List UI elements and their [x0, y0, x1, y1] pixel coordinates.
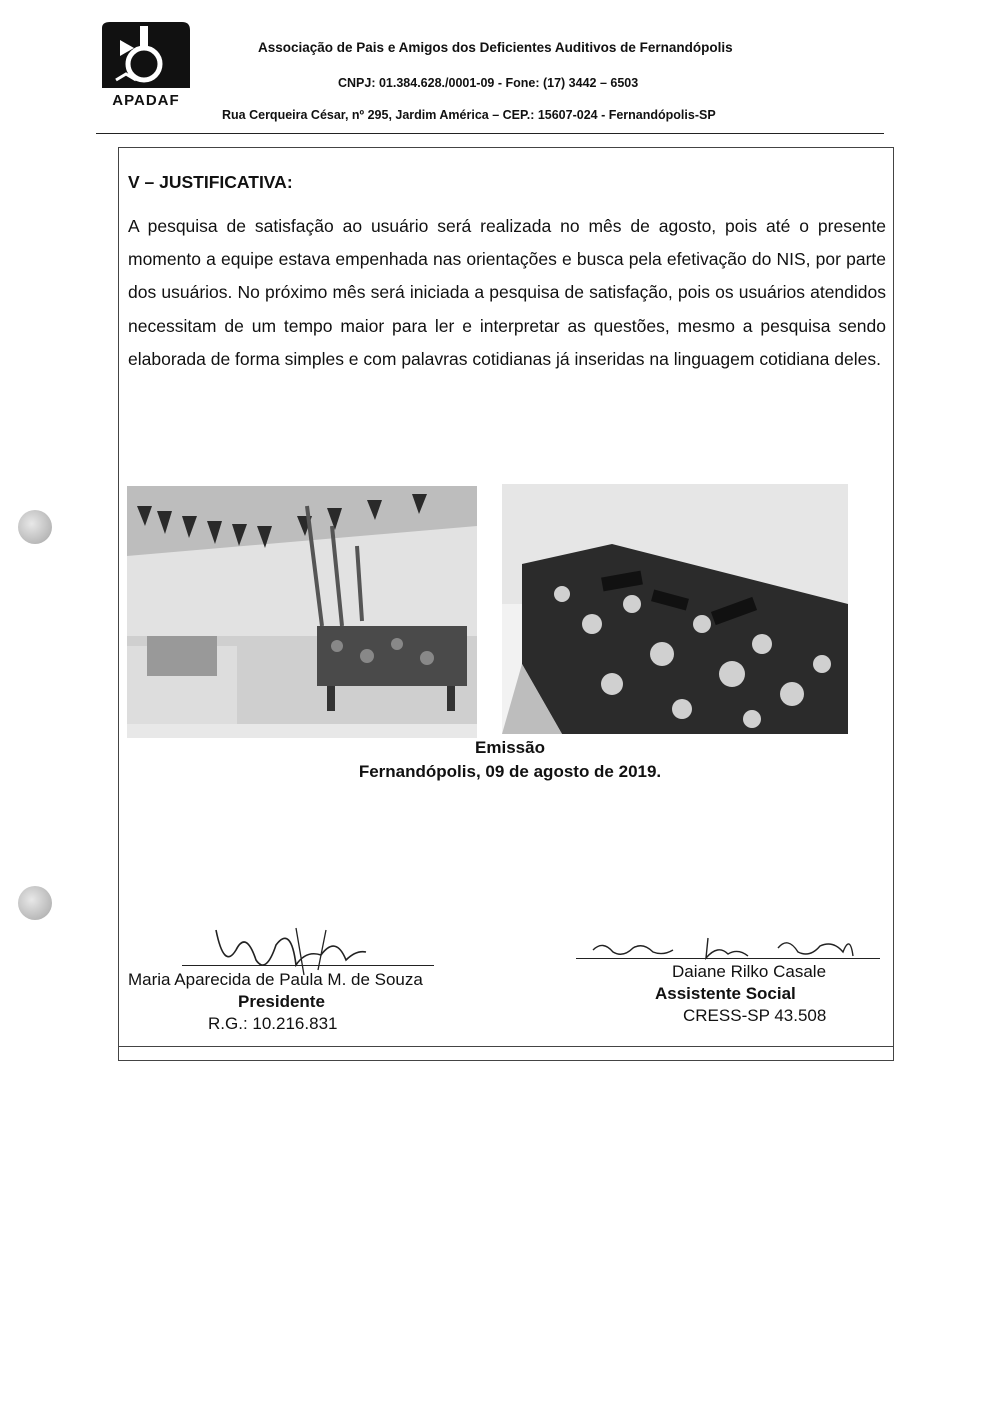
emission-place-date: Fernandópolis, 09 de agosto de 2019. [358, 762, 662, 781]
org-registry: CNPJ: 01.384.628./0001-09 - Fone: (17) 3442 – 6503 [338, 76, 639, 90]
event-photo-room [127, 486, 477, 738]
org-address: Rua Cerqueira César, nº 295, Jardim América – CEP.: 15607-024 - Fernandópolis-SP [222, 108, 716, 122]
social-worker-role: Assistente Social [655, 984, 796, 1003]
event-photo-table [502, 484, 848, 734]
section-title: V – JUSTIFICATIVA: [128, 172, 293, 192]
justification-paragraph: A pesquisa de satisfação ao usuário será realizada no mês de agosto, pois até o presente momento a equipe estava empenhada nas orientações e busca pela efetivação do NIS, por parte dos usuários. No próximo mês será iniciada a pesquisa de satisfação, pois os usuários atendidos necessitam de um tempo maior para ler e interpretar as questões, mesmo a pesquisa sendo elaborada de forma simples e com palavras cotidianas já inseridas na linguagem cotidiana deles. [128, 216, 886, 369]
binder-hole-icon [18, 886, 52, 920]
president-name: Maria Aparecida de Paula M. de Souza [128, 970, 423, 989]
header-divider [96, 133, 884, 134]
president-id: R.G.: 10.216.831 [208, 1014, 338, 1033]
emission-label: Emissão [475, 738, 545, 757]
signature-line-social-worker [576, 958, 880, 959]
social-worker-registration: CRESS-SP 43.508 [683, 1006, 827, 1025]
president-role: Presidente [238, 992, 325, 1011]
signature-line-president [182, 965, 434, 966]
org-name: Associação de Pais e Amigos dos Deficientes Auditivos de Fernandópolis [258, 40, 733, 55]
social-worker-name: Daiane Rilko Casale [672, 962, 827, 981]
binder-hole-icon [18, 510, 52, 544]
frame-divider [118, 1046, 894, 1047]
logo-wordmark: APADAF [112, 92, 180, 109]
